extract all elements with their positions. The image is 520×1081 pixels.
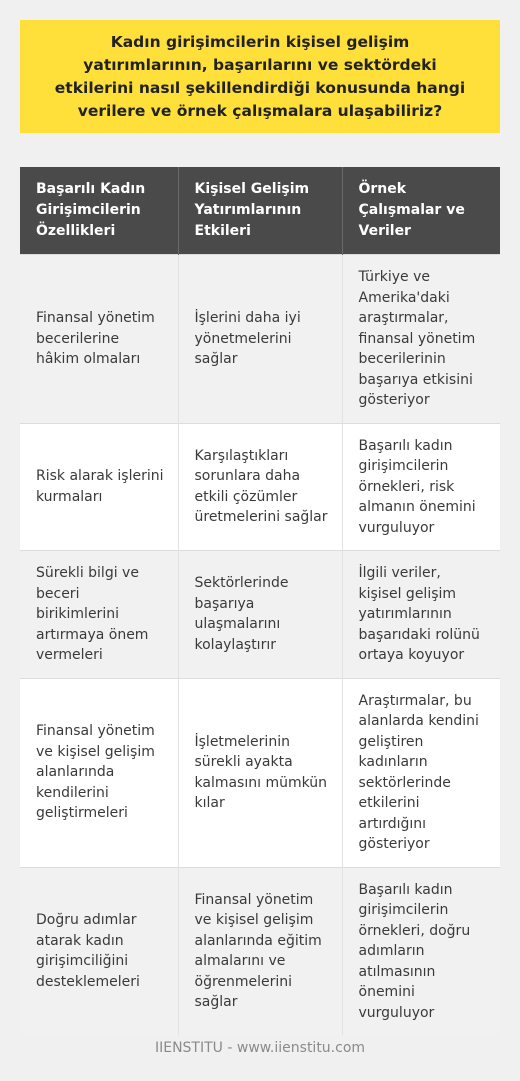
table-row xyxy=(20,678,500,867)
table-row xyxy=(20,255,500,424)
title-banner xyxy=(20,20,500,133)
table-cell: Araştırmalar, bu alanlarda kendini geliştiren kadınların sektörlerinde etkilerini artırdığını gösteriyor xyxy=(342,678,500,867)
column-header-effects: Kişisel Gelişim Yatırımlarının Etkileri xyxy=(178,167,342,255)
table-row xyxy=(20,867,500,1035)
page-title: Kadın girişimcilerin kişisel gelişim yatırımlarının, başarılarını ve sektördeki etkilerini nasıl şekillendirdiği konusunda hangi verilere ve örnek çalışmalara ulaşabiliriz? xyxy=(54,32,466,120)
column-header-examples: Örnek Çalışmalar ve Veriler xyxy=(342,167,500,255)
table-cell: İlgili veriler, kişisel gelişim yatırımlarının başarıdaki rolünü ortaya koyuyor xyxy=(342,551,500,679)
table-header-row xyxy=(20,167,500,255)
column-header-characteristics: Başarılı Kadın Girişimcilerin Özellikleri xyxy=(20,167,178,255)
table-body xyxy=(20,255,500,1036)
table-cell: Sürekli bilgi ve beceri birikimlerini artırmaya önem vermeleri xyxy=(20,551,178,679)
table-cell: Finansal yönetim ve kişisel gelişim alanlarında eğitim almalarını ve öğrenmelerini sağlar xyxy=(178,867,342,1035)
table-cell: İşletmelerinin sürekli ayakta kalmasını mümkün kılar xyxy=(178,678,342,867)
table-cell: Türkiye ve Amerika'daki araştırmalar, finansal yönetim becerilerinin başarıya etkisini gösteriyor xyxy=(342,255,500,424)
table-cell: Başarılı kadın girişimcilerin örnekleri, risk almanın önemini vurguluyor xyxy=(342,423,500,551)
comparison-table xyxy=(20,167,500,1035)
table-cell: Finansal yönetim ve kişisel gelişim alanlarında kendilerini geliştirmeleri xyxy=(20,678,178,867)
table-cell: Başarılı kadın girişimcilerin örnekleri, doğru adımların atılmasının önemini vurguluyor xyxy=(342,867,500,1035)
table-cell: Risk alarak işlerini kurmaları xyxy=(20,423,178,551)
table-cell: Karşılaştıkları sorunlara daha etkili çözümler üretmelerini sağlar xyxy=(178,423,342,551)
table-cell: İşlerini daha iyi yönetmelerini sağlar xyxy=(178,255,342,424)
table-row xyxy=(20,423,500,551)
table-header xyxy=(20,167,500,255)
footer-credit: IIENSTITU - www.iienstitu.com xyxy=(154,1040,366,1056)
table-row xyxy=(20,551,500,679)
table-cell: Finansal yönetim becerilerine hâkim olmaları xyxy=(20,255,178,424)
table-cell: Sektörlerinde başarıya ulaşmalarını kolaylaştırır xyxy=(178,551,342,679)
table-cell: Doğru adımlar atarak kadın girişimciliğini desteklemeleri xyxy=(20,867,178,1035)
